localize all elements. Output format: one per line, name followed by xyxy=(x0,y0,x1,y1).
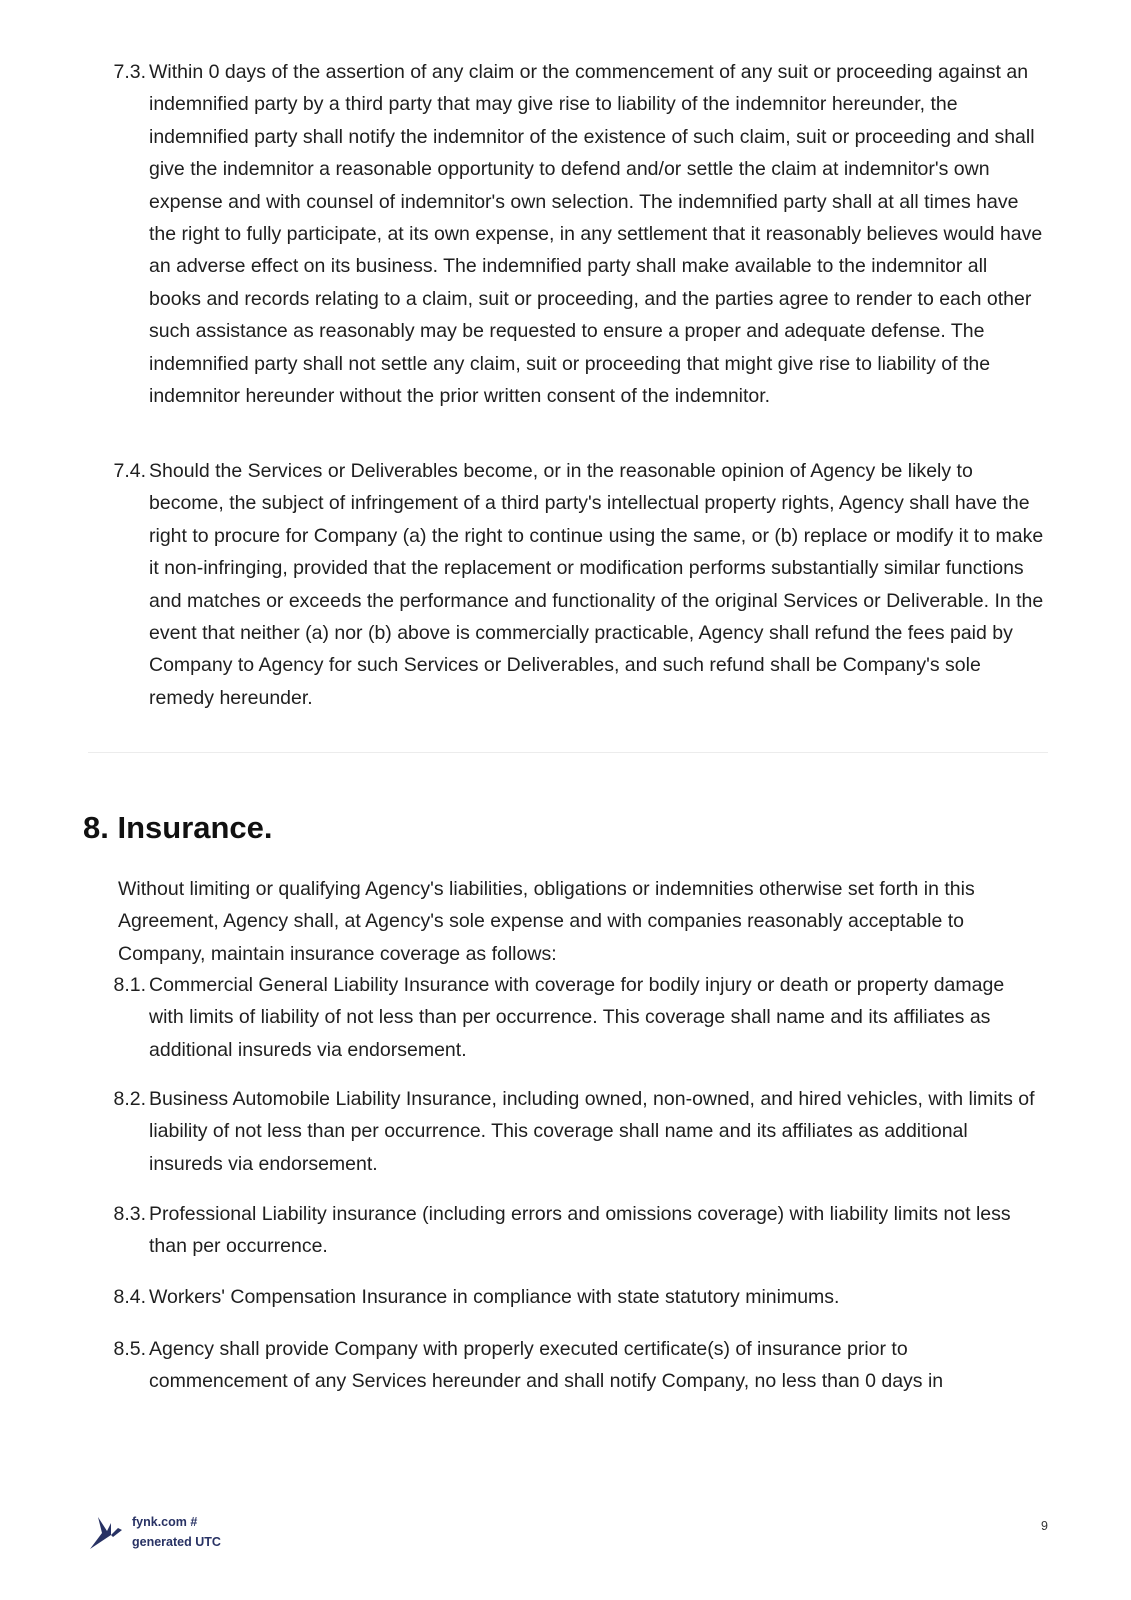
clause-number: 8.2. xyxy=(113,1088,146,1110)
clause-7-4 xyxy=(104,455,1044,714)
clause-number: 8.5. xyxy=(113,1338,146,1360)
fynk-bird-icon xyxy=(88,1513,130,1551)
fynk-logo-icon xyxy=(88,1513,130,1551)
clause-number: 7.3. xyxy=(113,61,146,83)
logo-wing-shape xyxy=(90,1517,111,1549)
footer-line-2: generated UTC xyxy=(132,1535,221,1549)
section-divider xyxy=(88,752,1048,753)
clause-text: Professional Liability insurance (including errors and omissions coverage) with liability limits not less than per occurrence. xyxy=(149,1203,1011,1258)
clause-7-3 xyxy=(104,56,1044,412)
logo-tail-shape xyxy=(111,1528,122,1537)
clause-number: 8.1. xyxy=(113,974,146,996)
clause-number: 8.4. xyxy=(113,1286,146,1308)
clause-text: Should the Services or Deliverables become, or in the reasonable opinion of Agency be likely to become, the subject of infringement of a third party's intellectual property rights, Agency shall have the right to procure for Company (a) the right to continue using the same, or (b) replace or modify it to make it non-infringing, provided that the replacement or modification performs substantially similar functions and matches or exceeds the performance and functionality of the original Services or Deliverable. In the event that neither (a) nor (b) above is commercially practicable, Agency shall refund the fees paid by Company to Agency for such Services or Deliverables, and such refund shall be Company's sole remedy hereunder. xyxy=(149,460,1044,709)
clause-8-2 xyxy=(104,1083,1044,1180)
clause-8-5 xyxy=(104,1333,1044,1398)
clause-number: 8.3. xyxy=(113,1203,146,1225)
clause-8-1 xyxy=(104,969,1044,1066)
clause-text: Commercial General Liability Insurance with coverage for bodily injury or death or property damage with limits of liability of not less than per occurrence. This coverage shall name and its affiliates as additional insureds via endorsement. xyxy=(149,974,1005,1061)
clause-number: 7.4. xyxy=(113,460,146,482)
page-number: 9 xyxy=(1041,1519,1048,1533)
clause-8-4 xyxy=(104,1281,1044,1313)
section-heading-insurance: 8. Insurance. xyxy=(83,810,273,845)
section-intro: Without limiting or qualifying Agency's liabilities, obligations or indemnities otherwise set forth in this Agreement, Agency shall, at Agency's sole expense and with companies reasonably acceptable to Company, maintain insurance coverage as follows: xyxy=(118,878,975,965)
clause-text: Workers' Compensation Insurance in compliance with state statutory minimums. xyxy=(149,1286,840,1308)
footer-branding xyxy=(132,1512,221,1552)
footer-line-1: fynk.com # xyxy=(132,1515,198,1529)
clause-text: Agency shall provide Company with properly executed certificate(s) of insurance prior to commencement of any Services hereunder and shall notify Company, no less than 0 days in xyxy=(149,1338,944,1393)
clause-text: Business Automobile Liability Insurance, including owned, non-owned, and hired vehicles, with limits of liability of not less than per occurrence. This coverage shall name and its affiliates as additional insureds via endorsement. xyxy=(149,1088,1035,1175)
clause-8-3 xyxy=(104,1198,1044,1263)
clause-text: Within 0 days of the assertion of any claim or the commencement of any suit or proceeding against an indemnified party by a third party that may give rise to liability of the indemnitor hereunder, the indemnified party shall notify the indemnitor of the existence of such claim, suit or proceeding and shall give the indemnitor a reasonable opportunity to defend and/or settle the claim at indemnitor's own expense and with counsel of indemnitor's own selection. The indemnified party shall at all times have the right to fully participate, at its own expense, in any settlement that it reasonably believes would have an adverse effect on its business. The indemnified party shall make available to the indemnitor all books and records relating to a claim, suit or proceeding, and the parties agree to render to each other such assistance as reasonably may be requested to ensure a proper and adequate defense. The indemnified party shall not settle any claim, suit or proceeding that might give rise to liability of the indemnitor hereunder without the prior written consent of the indemnitor. xyxy=(149,61,1043,408)
